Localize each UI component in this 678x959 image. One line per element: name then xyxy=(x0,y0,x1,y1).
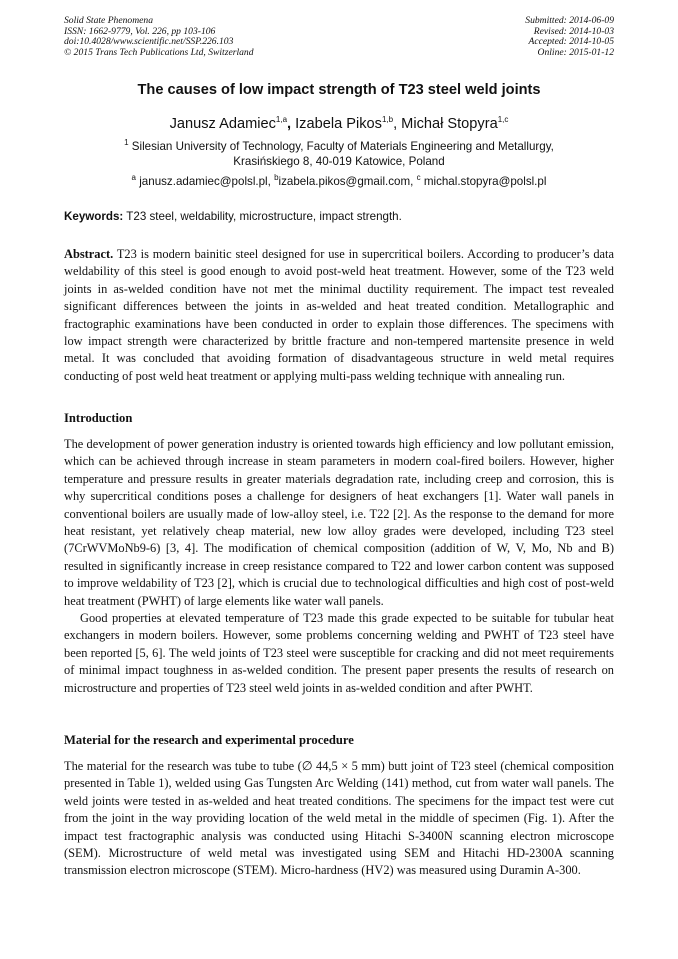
abstract xyxy=(64,246,614,385)
introduction-body xyxy=(64,436,614,697)
journal-copyright: © 2015 Trans Tech Publications Ltd, Switzerland xyxy=(64,46,254,58)
affiliation-line xyxy=(0,139,678,154)
email-mark: b xyxy=(274,173,279,183)
author-name: Michał Stopyra xyxy=(401,116,498,132)
author-separator: , xyxy=(393,116,402,132)
affiliation-text: Silesian University of Technology, Faculty of Materials Engineering and Metallurgy, xyxy=(128,140,554,153)
date-revised: Revised: 2014-10-03 xyxy=(533,25,614,37)
section-heading-materials: Material for the research and experimental procedure xyxy=(64,733,354,747)
affiliation-mark: 1 xyxy=(124,138,129,148)
journal-name: Solid State Phenomena xyxy=(64,15,153,26)
paragraph: The material for the research was tube to tube (∅ 44,5 × 5 mm) butt joint of T23 steel (chemical composition presented in Table 1), welded using Gas Tungsten Arc Welding (141) method, cut from water wall panels. The weld joints were tested in as-welded and heat treated conditions. The specimens for the impact test were cut from the joint in the way providing location of the weld metal in the middle of specimen (Fig. 1). After the impact test fractographic analysis was conducted using Hitachi S-3400N scanning electron microscope (SEM). Microstructure of weld metal was investigated using SEM and Hitachi HD-2300A scanning transmission electron microscope (STEM). Micro-hardness (HV2) was measured using Duramin A-300. xyxy=(64,759,614,878)
keywords-label: Keywords: xyxy=(64,210,124,223)
paragraph: The development of power generation industry is oriented towards high efficiency and low pollutant emission, which can be achieved through increase in steam parameters in modern coal-fired boilers. However, higher temperature and pressure results in greater materials degradation rate, including creep and corrosion, this is why supercritical conditions poses a challenge for designers of heat exchangers [1]. Water wall panels in conventional boilers are usually made of low-alloy steel, i.e. T22 [2]. As the response to the demand for more heat resistant, yet relatively cheap material, new low alloy grades were developed, including T23 steel (7CrWVMoNb9-6) [3, 4]. The modification of chemical composition (addition of W, V, Mo, Nb and B) resulted in significantly increase in creep resistance compared to T22 and lower carbon content was supposed to improve weldability of T23 [2], which is crucial due to technological difficulties and high cost of post-weld heat treatment (PWHT) of large elements like water wall panels. xyxy=(64,437,614,608)
date-online: Online: 2015-01-12 xyxy=(537,46,614,58)
author-affil-mark: 1,c xyxy=(497,115,509,125)
paper-title: The causes of low impact strength of T23 steel weld joints xyxy=(137,82,541,98)
keywords-text: T23 steel, weldability, microstructure, impact strength. xyxy=(123,210,402,223)
abstract-label: Abstract. xyxy=(64,247,114,261)
affiliation-address: Krasińskiego 8, 40-019 Katowice, Poland xyxy=(233,155,445,168)
journal-doi: doi:10.4028/www.scientific.net/SSP.226.103 xyxy=(64,36,234,48)
email-mark: a xyxy=(131,173,136,183)
date-accepted: Accepted: 2014-10-05 xyxy=(528,36,614,48)
author-name: Izabela Pikos xyxy=(295,116,382,132)
section-heading-introduction: Introduction xyxy=(64,411,133,425)
materials-body xyxy=(64,758,614,880)
email-link[interactable]: michal.stopyra@polsl.pl xyxy=(420,175,547,188)
affiliation xyxy=(0,139,678,169)
email-link[interactable]: izabela.pikos@gmail.com, xyxy=(278,175,417,188)
abstract-text: T23 is modern bainitic steel designed for use in supercritical boilers. According to producer’s data weldability of this steel is good enough to avoid post-weld heat treatment. However, some of the T23 weld joints in as-welded condition have not met the minimal ductility requirement. The impact test revealed significant differences between the joints in as-welded and heat treated condition. Metallographic and fractographic examinations have been conducted in order to explain those differences. The specimens with low impact strength were characterized by brittle fracture and non-tempered martensite presence in weld metal. It was concluded that avoiding formation of disadvantageous structure in weld metal requires conducting of post weld heat treatment or applying multi-pass welding technique with annealing run. xyxy=(64,247,614,383)
author-separator: , xyxy=(287,116,296,132)
journal-issn: ISSN: 1662-9779, Vol. 226, pp 103-106 xyxy=(64,25,216,37)
author-name: Janusz Adamiec xyxy=(169,116,276,132)
author-emails xyxy=(0,175,678,188)
publication-dates xyxy=(525,16,614,58)
journal-info xyxy=(64,16,254,58)
date-submitted: Submitted: 2014-06-09 xyxy=(525,15,614,26)
email-link[interactable]: janusz.adamiec@polsl.pl, xyxy=(136,175,275,188)
author-affil-mark: 1,a xyxy=(275,115,288,125)
email-mark: c xyxy=(416,173,421,183)
paragraph: Good properties at elevated temperature of T23 made this grade expected to be suitable for tubular heat exchangers in modern boilers. However, some problems concerning welding and PWHT of T23 steel have been reported [5, 6]. The weld joints of T23 steel were susceptible for cracking and did not meet requirements of minimal impact toughness in as-welded condition. The present paper presents the results of research on microstructure and properties of T23 steel weld joints in as-welded condition and after PWHT. xyxy=(64,611,614,695)
author-affil-mark: 1,b xyxy=(381,115,394,125)
author-list xyxy=(0,116,678,132)
keywords xyxy=(64,210,616,223)
